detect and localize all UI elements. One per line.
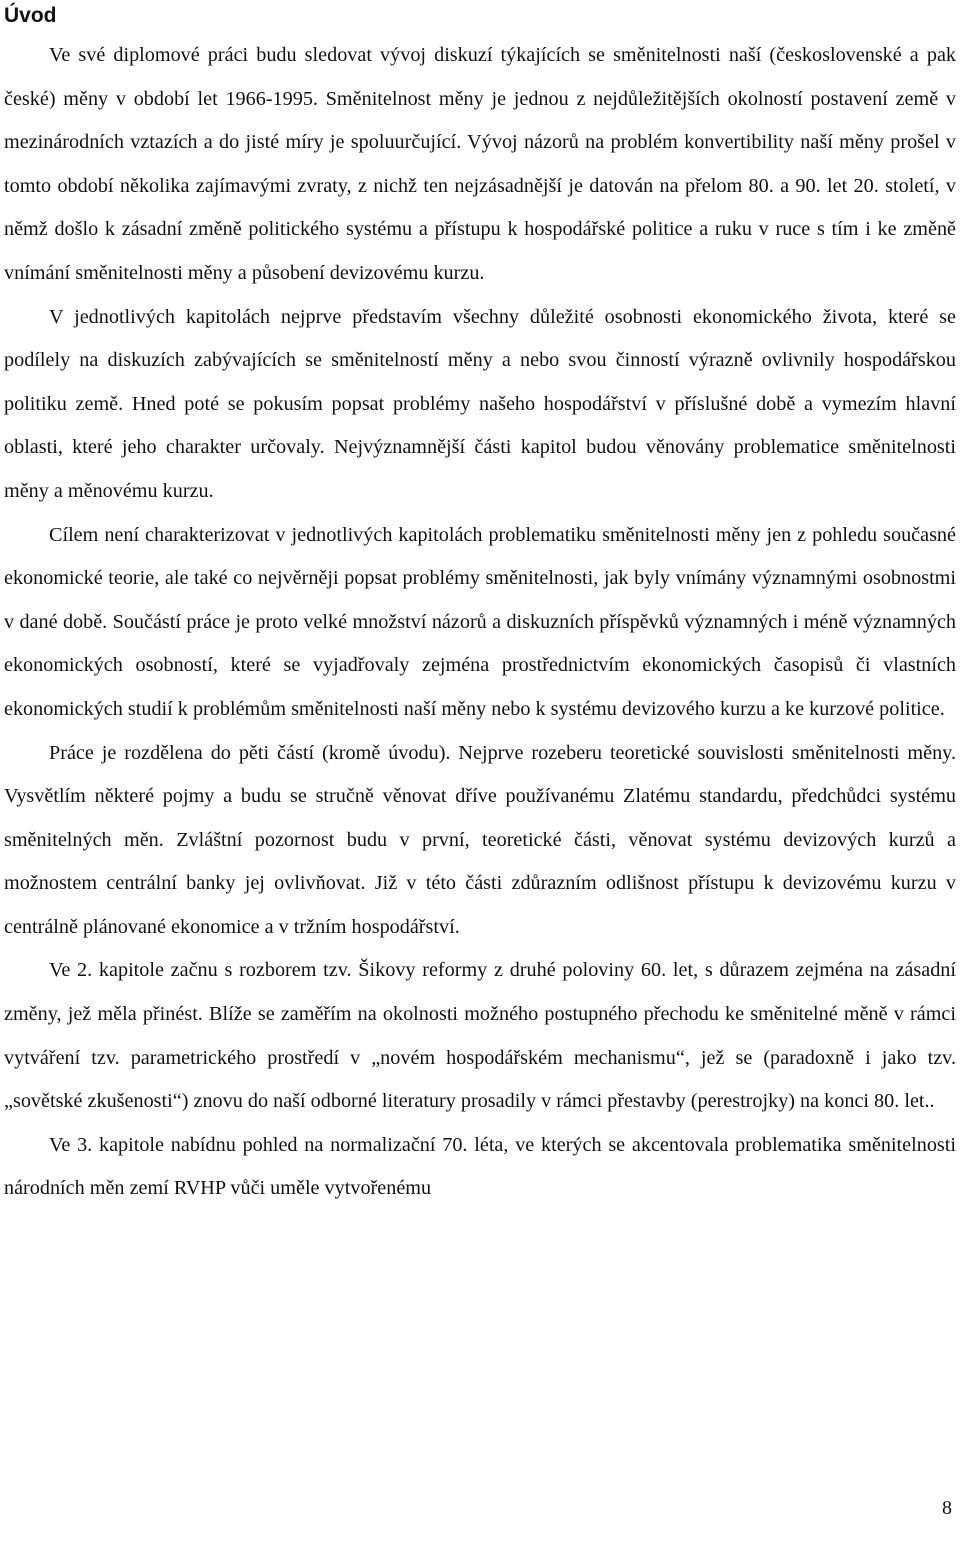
paragraph-1: Ve své diplomové práci budu sledovat vývoj diskuzí týkajících se směnitelnosti naší (československé a pak české) měny v období let 1966-1995. Směnitelnost měny je jednou z nejdůležitějších okolností postavení země v mezinárodních vztazích a do jisté míry je spoluurčující. Vývoj názorů na problém konvertibility naší měny prošel v tomto období několika zajímavými zvraty, z nichž ten nejzásadnější je datován na přelom 80. a 90. let 20. století, v němž došlo k zásadní změně politického systému a přístupu k hospodářské politice a ruku v ruce s tím i ke změně vnímání směnitelnosti měny a působení devizovému kurzu. — [4, 44, 956, 284]
paragraph-5: Ve 2. kapitole začnu s rozborem tzv. Šikovy reformy z druhé poloviny 60. let, s důrazem zejména na zásadní změny, jež měla přinést. Blíže se zaměřím na okolnosti možného postupného přechodu ke směnitelné měně v rámci vytváření tzv. parametrického prostředí v „novém hospodářském mechanismu“, jež se (paradoxně i jako tzv. „sovětské zkušenosti“) znovu do naší odborné literatury prosadily v rámci přestavby (perestrojky) na konci 80. let.. — [4, 959, 956, 1113]
paragraph-6: Ve 3. kapitole nabídnu pohled na normalizační 70. léta, ve kterých se akcentovala problematika směnitelnosti národních měn zemí RVHP vůči uměle vytvořenému — [4, 1133, 956, 1200]
paragraph-4: Práce je rozdělena do pěti částí (kromě úvodu). Nejprve rozeberu teoretické souvislosti směnitelnosti měny. Vysvětlím některé pojmy a budu se stručně věnovat dříve používanému Zlatému standardu, předchůdci systému směnitelných měn. Zvláštní pozornost budu v první, teoretické části, věnovat systému devizových kurzů a možnostem centrální banky jej ovlivňovat. Již v této části zdůrazním odlišnost přístupu k devizovému kurzu v centrálně plánované ekonomice a v tržním hospodářství. — [4, 741, 956, 938]
paragraph-2: V jednotlivých kapitolách nejprve představím všechny důležité osobnosti ekonomického života, které se podílely na diskuzích zabývajících se směnitelností měny a nebo svou činností výrazně ovlivnily hospodářskou politiku země. Hned poté se pokusím popsat problémy našeho hospodářství v příslušné době a vymezím hlavní oblasti, které jeho charakter určovaly. Nejvýznamnější části kapitol budou věnovány problematice směnitelnosti měny a měnovému kurzu. — [4, 305, 956, 502]
section-heading: Úvod — [4, 4, 57, 27]
document-page — [4, 0, 956, 1541]
paragraph-3: Cílem není charakterizovat v jednotlivých kapitolách problematiku směnitelnosti měny jen z pohledu současné ekonomické teorie, ale také co nejvěrněji popsat problémy směnitelnosti, jak byly vnímány významnými osobnostmi v dané době. Součástí práce je proto velké množství názorů a diskuzních příspěvků významných i méně významných ekonomických osobností, které se vyjadřovaly zejména prostřednictvím ekonomických časopisů či vlastních ekonomických studií k problémům směnitelnosti naší měny nebo k systému devizového kurzu a ke kurzové politice. — [4, 523, 956, 720]
page-number: 8 — [942, 1497, 952, 1519]
body-text — [4, 34, 956, 1211]
